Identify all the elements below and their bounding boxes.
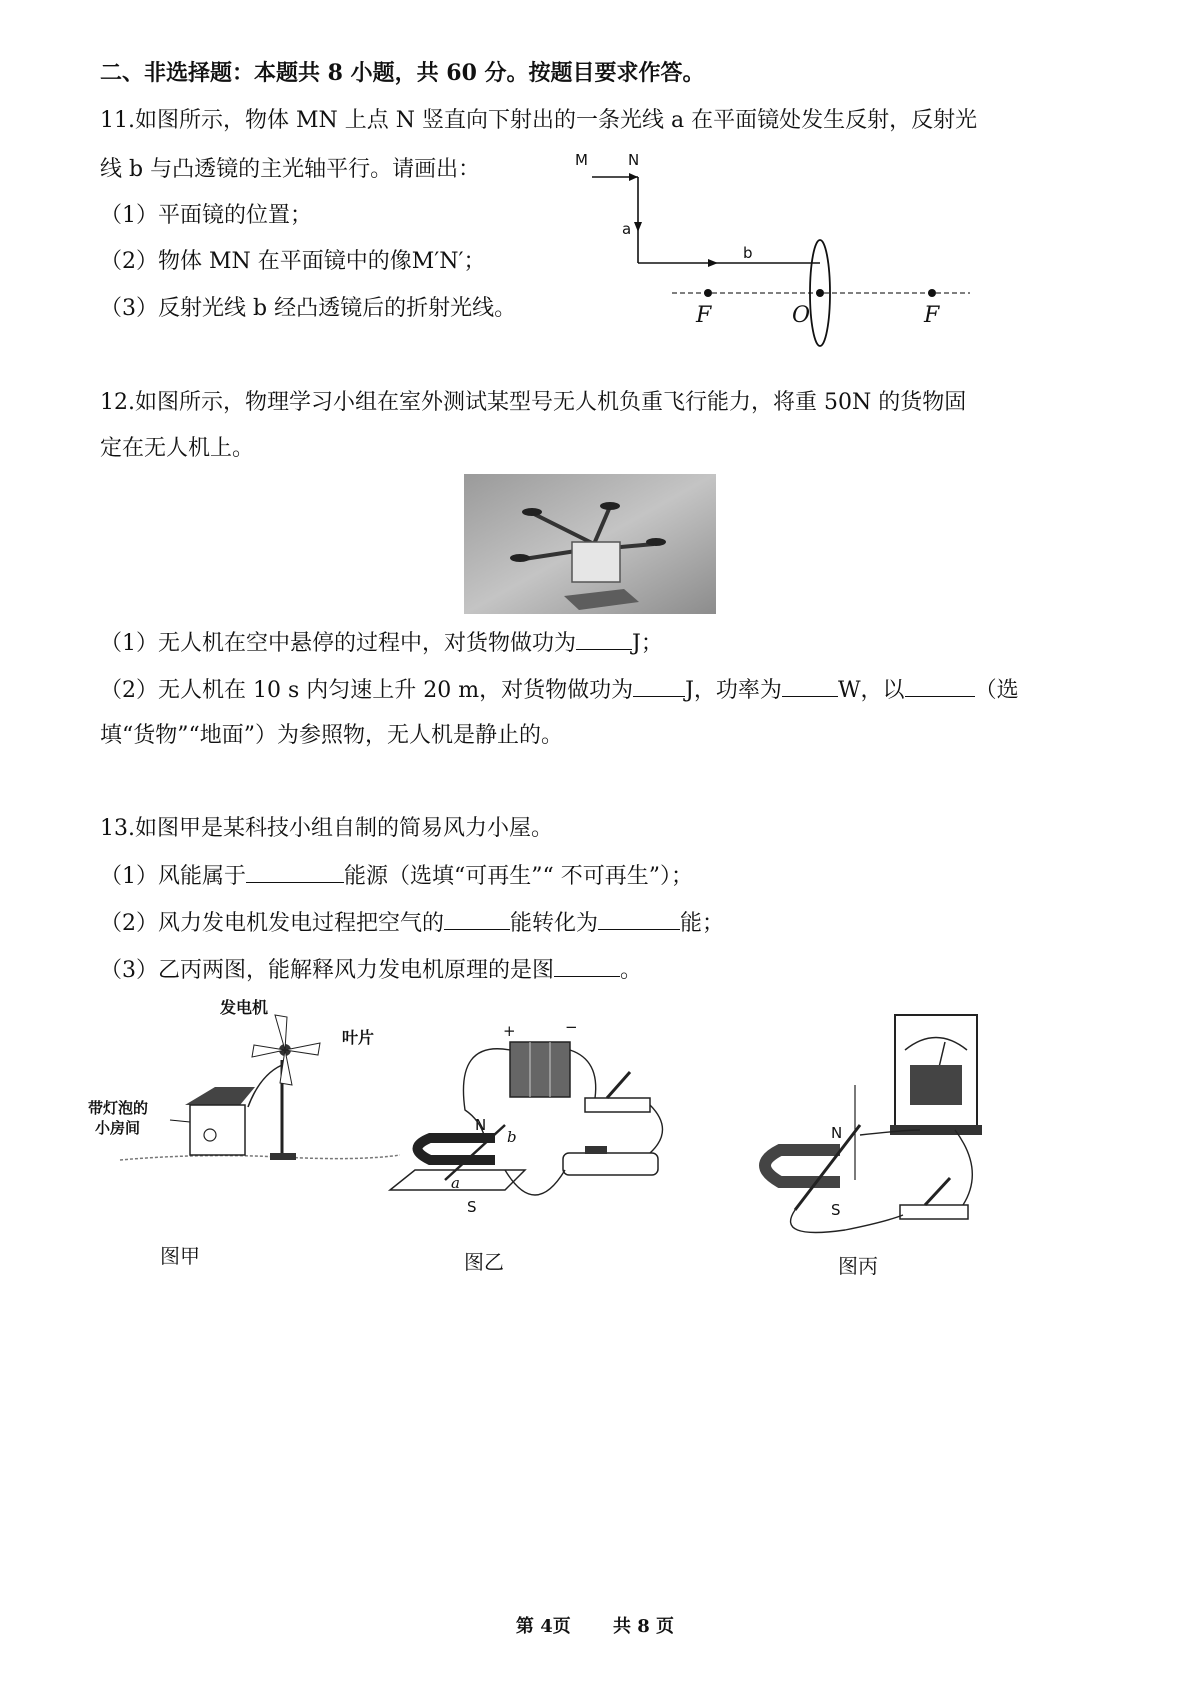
label-s: S (467, 1198, 477, 1216)
fig-jia-wind-house (80, 995, 400, 1175)
section-title: 二、非选择题：本题共 8 小题，共 60 分。按题目要求作答。 (100, 60, 705, 86)
propeller-icon (522, 508, 542, 516)
house-roof (185, 1087, 255, 1105)
blade-icon (275, 1015, 287, 1050)
q13-item2-text: （2）风力发电机发电过程把空气的 (100, 911, 444, 936)
label-b: b (743, 244, 753, 262)
optical-center (816, 289, 824, 297)
q11-item-1: （1）平面镜的位置； (100, 203, 312, 228)
label-a: a (622, 220, 632, 238)
q12-item2-mid1: J，功率为 (685, 678, 782, 703)
propeller-icon (646, 538, 666, 546)
q13-item3-post: 。 (620, 958, 643, 983)
label-n: N (475, 1116, 487, 1134)
label-f-left: F (696, 303, 712, 328)
label-f-right: F (924, 303, 940, 328)
q13-item2-post: 能； (680, 911, 725, 936)
q13-item-2 (100, 907, 724, 939)
label-generator: 发电机 (220, 998, 269, 1017)
focus-point-right (928, 289, 936, 297)
label-plus: + (503, 1022, 516, 1040)
q12-item1-unit: J； (632, 631, 663, 656)
house-body (190, 1105, 245, 1155)
q12-item-2 (100, 674, 1019, 706)
answer-blank[interactable] (444, 907, 510, 930)
answer-blank[interactable] (246, 860, 344, 883)
q13-item-3 (100, 954, 642, 986)
q12-item2-mid2: W，以 (837, 678, 905, 703)
q13-item1-post: 能源（选填“可再生”“ 不可再生”）； (344, 864, 693, 889)
q12-item2-text: （2）无人机在 10 s 内匀速上升 20 m，对货物做功为 (100, 678, 634, 703)
q11-stem-line2: 线 b 与凸透镜的主光轴平行。请画出： (100, 157, 481, 182)
page-footer (0, 1612, 1190, 1638)
label-m: M (575, 151, 588, 169)
q13-item2-mid: 能转化为 (510, 911, 599, 936)
label-n: N (831, 1124, 843, 1142)
page-number: 第 4页 (515, 1616, 571, 1637)
arrow-head-icon (629, 173, 638, 181)
label-house-1: 带灯泡的 (88, 1099, 149, 1117)
cargo-box (572, 542, 620, 582)
label-o: O (792, 303, 811, 328)
switch-icon (900, 1205, 968, 1219)
q12-stem-line2: 定在无人机上。 (100, 436, 255, 461)
label-house-2: 小房间 (95, 1119, 141, 1137)
answer-blank[interactable] (905, 674, 975, 697)
label-minus: − (565, 1020, 578, 1036)
blade-icon (285, 1043, 320, 1055)
answer-blank[interactable] (598, 907, 680, 930)
propeller-icon (510, 554, 530, 562)
caption-yi: 图乙 (464, 1250, 504, 1274)
conductor-rod (795, 1125, 860, 1210)
q12-item1-text: （1）无人机在空中悬停的过程中，对货物做功为 (100, 631, 576, 656)
label-b: b (507, 1128, 517, 1146)
focus-point-left (704, 289, 712, 297)
q13-item3-text: （3）乙丙两图，能解释风力发电机原理的是图 (100, 958, 554, 983)
page-total: 共 8 页 (613, 1616, 675, 1637)
answer-blank[interactable] (554, 954, 620, 977)
q11-item-2: （2）物体 MN 在平面镜中的像M′N′； (100, 249, 486, 274)
q11-stem-line1: 11.如图所示，物体 MN 上点 N 竖直向下射出的一条光线 a 在平面镜处发生反射，反射光 (100, 108, 978, 133)
q13-item-1 (100, 860, 693, 892)
q13-item1-text: （1）风能属于 (100, 864, 246, 889)
q11-item-3: （3）反射光线 b 经凸透镜后的折射光线。 (100, 296, 517, 321)
battery-icon (510, 1042, 570, 1097)
fig-bing-generator-circuit (745, 1010, 1000, 1240)
label-s: S (831, 1201, 841, 1219)
drone-photo (464, 474, 716, 614)
q12-item2-post: （选 (974, 678, 1019, 703)
caption-jia: 图甲 (160, 1244, 200, 1268)
answer-blank[interactable] (633, 674, 685, 697)
q13-stem: 13.如图甲是某科技小组自制的简易风力小屋。 (100, 816, 553, 841)
caption-bing: 图丙 (838, 1254, 878, 1278)
fig-yi-motor-circuit (385, 1020, 675, 1220)
rheostat-icon (563, 1153, 658, 1175)
answer-blank[interactable] (576, 627, 632, 650)
switch-icon (585, 1098, 650, 1112)
q12-item-1 (100, 627, 663, 659)
arrow-head-icon (708, 259, 718, 267)
q12-item-2-line2: 填“货物”“地面”）为参照物，无人机是静止的。 (100, 723, 563, 748)
propeller-icon (600, 502, 620, 510)
arrow-head-icon (634, 222, 642, 232)
answer-blank[interactable] (782, 674, 838, 697)
label-blade: 叶片 (342, 1028, 375, 1047)
q11-optics-figure (560, 140, 1010, 355)
label-a: a (451, 1174, 460, 1192)
q12-stem-line1: 12.如图所示，物理学习小组在室外测试某型号无人机负重飞行能力，将重 50N 的货物固 (100, 390, 967, 415)
label-n: N (628, 151, 640, 169)
u-magnet-icon (418, 1138, 496, 1160)
